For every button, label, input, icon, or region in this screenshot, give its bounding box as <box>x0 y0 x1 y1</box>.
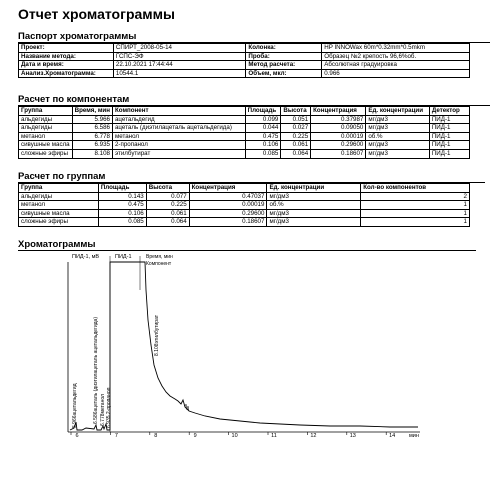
table-cell: сивушные масла <box>19 141 73 150</box>
components-column-header: Площадь <box>245 107 281 116</box>
table-cell: ацетальдегид <box>112 115 245 124</box>
table-cell: 0.061 <box>146 209 189 218</box>
x-tick-label: 9 <box>193 433 197 439</box>
chromatogram-trace <box>70 262 418 430</box>
table-cell: 0.027 <box>281 124 311 133</box>
table-cell: альдегиды <box>19 192 99 201</box>
table-cell: сивушные масла <box>19 209 99 218</box>
passport-key: Проект: <box>19 44 114 53</box>
table-cell: 0.061 <box>281 141 311 150</box>
passport-key: Колонка: <box>246 44 322 53</box>
peak-label: 6.935 2-пропанол <box>106 387 112 428</box>
table-cell: 0.064 <box>281 149 311 158</box>
table-cell: 0.47037 <box>189 192 267 201</box>
passport-key: Проба: <box>246 52 322 61</box>
x-tick-label: 8 <box>154 433 158 439</box>
passport-value: ГСПС-ЭФ <box>113 52 246 61</box>
table-cell: ПИД-1 <box>429 149 469 158</box>
table-cell: мг/дм3 <box>366 149 430 158</box>
x-tick-label: 7 <box>114 433 118 439</box>
peak-label: 6.778метанол <box>100 394 106 426</box>
components-column-header: Компонент <box>112 107 245 116</box>
groups-column-header: Площадь <box>98 184 146 193</box>
table-cell: альдегиды <box>19 115 73 124</box>
peak-labels <box>72 314 160 428</box>
table-cell: 0.18607 <box>189 218 267 227</box>
table-cell: 0.00019 <box>311 132 366 141</box>
x-tick-label: 13 <box>349 433 356 439</box>
table-cell: мг/дм3 <box>267 218 361 227</box>
x-tick-label: 12 <box>310 433 317 439</box>
passport-key: Анализ.Хроматограмма: <box>19 69 114 78</box>
table-cell: мг/дм3 <box>366 124 430 133</box>
passport-key: Дата и время: <box>19 61 114 70</box>
x-tick-label: 11 <box>271 433 277 439</box>
table-cell: 0.18607 <box>311 149 366 158</box>
x-ticks <box>71 432 395 439</box>
table-cell: ПИД-1 <box>429 141 469 150</box>
x-tick-label: 10 <box>231 433 238 439</box>
table-cell: ацеталь (диэтилацеталь ацетальдегида) <box>112 124 245 133</box>
x-unit-label: мин <box>409 433 419 439</box>
peak-label: 5.966ацетальдегид <box>72 383 78 428</box>
passport-heading-text: Паспорт хроматограммы <box>18 31 137 42</box>
table-cell: 5.966 <box>72 115 112 124</box>
table-cell: 0.475 <box>98 201 146 210</box>
passport-key: Объем, мкл: <box>246 69 322 78</box>
passport-value: Абсолютная градуировка <box>322 61 470 70</box>
table-cell: 2 <box>361 192 470 201</box>
components-heading-text: Расчет по компонентам <box>18 94 130 105</box>
table-cell: 0.09050 <box>311 124 366 133</box>
table-cell: 1 <box>361 209 470 218</box>
components-column-header: Концентрация <box>311 107 366 116</box>
table-cell: сложные эфиры <box>19 218 99 227</box>
table-cell: 0.143 <box>98 192 146 201</box>
components-column-header: Высота <box>281 107 311 116</box>
table-cell: мг/дм3 <box>366 115 430 124</box>
passport-value: СПИРТ_2008-05-14 <box>113 44 246 53</box>
x-tick-label: 6 <box>75 433 79 439</box>
table-cell: 0.099 <box>245 115 281 124</box>
table-cell: метанол <box>19 132 73 141</box>
passport-value: 22.10.2021 17:44:44 <box>113 61 246 70</box>
passport-value: Образец №2 крепость 96,6%об. <box>322 52 470 61</box>
table-cell: метанол <box>112 132 245 141</box>
components-column-header: Группа <box>19 107 73 116</box>
trace-label: ПИД-1 <box>115 254 132 260</box>
peak-label: 8.108этилбутират <box>154 314 160 356</box>
table-cell: альдегиды <box>19 124 73 133</box>
table-cell: об.% <box>366 132 430 141</box>
chromatogram-heading-text: Хроматограммы <box>18 239 96 250</box>
table-cell: ПИД-1 <box>429 115 469 124</box>
components-column-header: Время, мин <box>72 107 112 116</box>
table-cell: 0.085 <box>98 218 146 227</box>
passport-key: Название метода: <box>19 52 114 61</box>
passport-value: 10544.1 <box>113 69 246 78</box>
table-cell: 0.077 <box>146 192 189 201</box>
table-cell: этилбутират <box>112 149 245 158</box>
table-cell: 0.106 <box>98 209 146 218</box>
x-tick-label: 14 <box>389 433 396 439</box>
table-cell: 0.085 <box>245 149 281 158</box>
table-cell: 0.106 <box>245 141 281 150</box>
peak-label: 6.586ацеталь (диэтилацеталь ацетальдегида) <box>93 316 99 424</box>
table-cell: об.% <box>267 201 361 210</box>
table-cell: 6.935 <box>72 141 112 150</box>
table-cell: ПИД-1 <box>429 124 469 133</box>
table-cell: 0.064 <box>146 218 189 227</box>
table-cell: 1 <box>361 218 470 227</box>
table-cell: 0.00019 <box>189 201 267 210</box>
report-title: Отчет хроматограммы <box>18 6 175 22</box>
table-cell: 0.475 <box>245 132 281 141</box>
table-cell: 0.225 <box>146 201 189 210</box>
table-cell: 0.37987 <box>311 115 366 124</box>
legend-line-1: Время, мин <box>146 254 173 260</box>
groups-column-header: Концентрация <box>189 184 267 193</box>
groups-column-header: Ед. концентрации <box>267 184 361 193</box>
table-cell: метанол <box>19 201 99 210</box>
components-column-header: Ед. концентрации <box>366 107 430 116</box>
table-cell: 0.29600 <box>311 141 366 150</box>
legend-line-2: Компонент <box>146 261 172 267</box>
components-column-header: Детектор <box>429 107 469 116</box>
passport-value: HP INNOWax 60m*0.32mm*0.5mkm <box>322 44 470 53</box>
table-cell: мг/дм3 <box>267 192 361 201</box>
groups-column-header: Высота <box>146 184 189 193</box>
groups-column-header: Группа <box>19 184 99 193</box>
table-cell: мг/дм3 <box>267 209 361 218</box>
table-cell: 8.108 <box>72 149 112 158</box>
table-cell: мг/дм3 <box>366 141 430 150</box>
groups-column-header: Кол-во компонентов <box>361 184 470 193</box>
table-cell: 1 <box>361 201 470 210</box>
table-cell: сложные эфиры <box>19 149 73 158</box>
table-cell: ПИД-1 <box>429 132 469 141</box>
table-cell: 0.29600 <box>189 209 267 218</box>
table-cell: 2-пропанол <box>112 141 245 150</box>
table-cell: 0.225 <box>281 132 311 141</box>
table-cell: 0.051 <box>281 115 311 124</box>
table-cell: 6.586 <box>72 124 112 133</box>
table-cell: 6.778 <box>72 132 112 141</box>
y-axis-label: ПИД-1, мВ <box>72 254 100 260</box>
passport-value: 0.966 <box>322 69 470 78</box>
passport-key: Метод расчета: <box>246 61 322 70</box>
table-cell: 0.044 <box>245 124 281 133</box>
groups-heading-text: Расчет по группам <box>18 171 106 182</box>
